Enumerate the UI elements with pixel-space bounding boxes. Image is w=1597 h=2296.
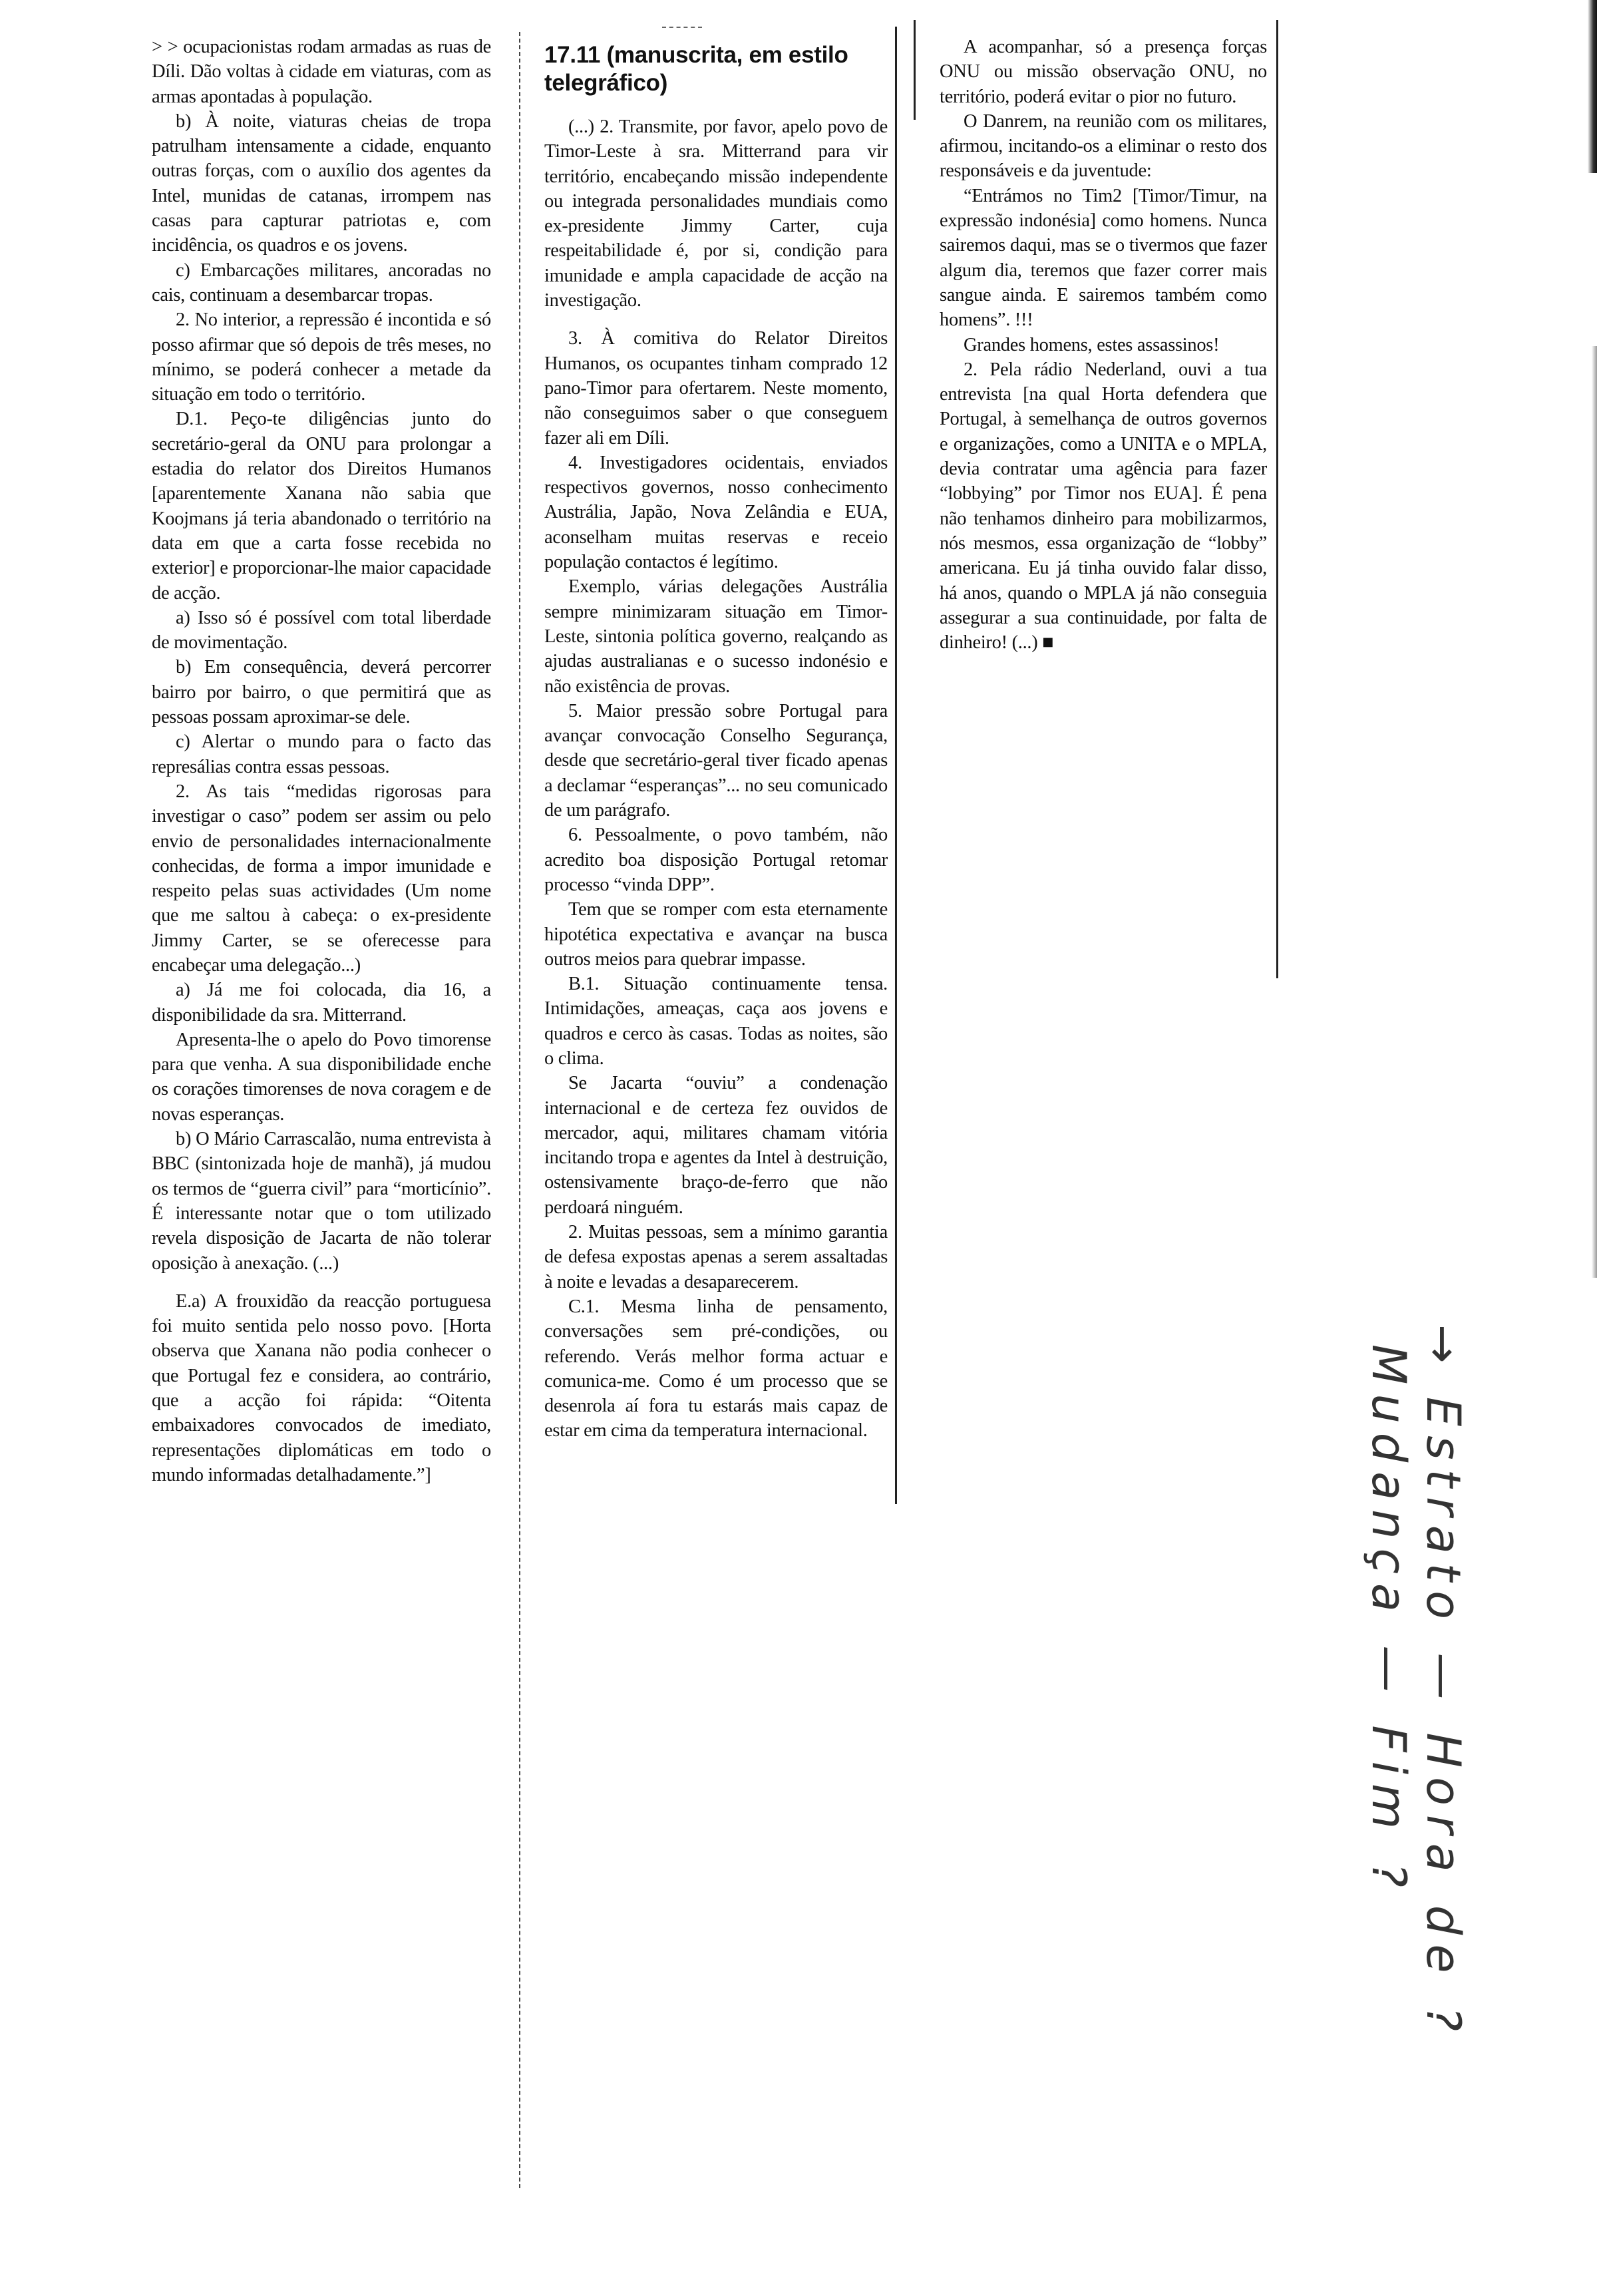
paragraph: O Danrem, na reunião com os militares, afirmou, incitando-os a eliminar o resto dos responsáveis e da juventude: [940,110,1267,182]
paragraph: c) Embarcações militares, ancoradas no cais, continuam a desembarcar tropas. [152,260,491,305]
paragraph: E.a) A frouxidão da reacção portuguesa foi muito sentida pelo nosso povo. [Horta observa que Xanana não podia conhecer o que Portugal fez e considera, ao contrário, que a acção foi rápida: “Oitenta embaixadores convocados de imediato, representações diplomáticas em todo o mundo informadas detalhadamente.”] [152,1290,491,1485]
article-column-2 [544,35,888,1443]
paragraph: “Entrámos no Tim2 [Timor/Timur, na expressão indonésia] como homens. Nunca sairemos daqui, mas se o tivermos que fazer algum dia, teremos que fazer correr mais sangue ainda. E sairemos também como homens”. !!! [940,185,1267,331]
paragraph: b) Em consequência, deverá percorrer bairro por bairro, o que permitirá que as pessoas possam aproximar-se dele. [152,657,491,728]
handwritten-annotation [1361,1324,1471,2040]
section-heading: 17.11 (manuscrita, em estilo telegráfico) [544,42,848,96]
scan-edge-shadow [1592,346,1597,1278]
paragraph: Apresenta-lhe o apelo do Povo timorense para que venha. A sua disponibilidade enche os corações timorenses de nova coragem e de novas esperanças. [152,1029,491,1125]
paragraph: 2. Pela rádio Nederland, ouvi a tua entrevista [na qual Horta defendera que Portugal, à semelhança de outros governos e organizações, como a UNITA e o MPLA, devia contratar uma agência para fazer “lobbying” por Timor nos EUA]. É pena não tenhamos dinheiro para mobilizarmos, nós mesmos, essa organização de “lobby” americana. Eu já tinha ouvido falar disso, há anos, quando o MPLA já não conseguia assegurar a sua continuidade, por falta de dinheiro! (...) ■ [940,359,1267,654]
paragraph: 6. Pessoalmente, o povo também, não acredito boa disposição Portugal retomar processo “vinda DPP”. [544,825,888,895]
column-divider [914,20,916,120]
paragraph: 3. À comitiva do Relator Direitos Humanos, os ocupantes tinham comprado 12 pano-Timor para ofertarem. Neste momento, não conseguimos saber o que conseguem fazer ali em Díli. [544,328,888,449]
paragraph: b) O Mário Carrascalão, numa entrevista à BBC (sintonizada hoje de manhã), já mudou os termos de “guerra civil” para “morticínio”. É interessante notar que o tom utilizado revela disposição de Jacarta de não tolerar oposição à anexação. (...) [152,1129,491,1274]
paragraph: 5. Maior pressão sobre Portugal para avançar convocação Conselho Segurança, desde que secretário-geral tiver ficado apenas a declamar “esperanças”... no seu comunicado de um parágrafo. [544,700,888,821]
paragraph: (...) 2. Transmite, por favor, apelo povo de Timor-Leste à sra. Mitterrand para vir território, encabeçando missão independente ou integrada personalidades mundiais como ex-presidente Jimmy Carter, cuja respeitabilidade é, por si, condição para imunidade e ampla capacidade de acção na investigação. [544,116,888,311]
paragraph: Exemplo, várias delegações Austrália sempre minimizaram situação em Timor-Leste, sintonia política governo, realçando as ajudas australianas e o sucesso indonésio e não existência de provas. [544,576,888,697]
handwritten-line-2: Mudança — Fim ? [1361,1344,1416,1897]
column-divider [519,32,520,2188]
paragraph: Tem que se romper com esta eternamente hipotética expectativa e avançar na busca outros meios para quebrar impasse. [544,899,888,970]
handwritten-line-1: → Estrato — Hora de ? [1416,1324,1471,2040]
paragraph: A acompanhar, só a presença forças ONU ou missão observação ONU, no território, poderá evitar o pior no futuro. [940,37,1267,107]
paragraph: a) Isso só é possível com total liberdade de movimentação. [152,607,491,654]
paragraph: a) Já me foi colocada, dia 16, a disponibilidade da sra. Mitterrand. [152,980,491,1026]
paragraph: C.1. Mesma linha de pensamento, conversações sem pré-condições, ou referendo. Verás melhor forma actuar e comunica-me. Como é um processo que se desenrola aí fora tu estarás mais capaz de estar em cima da temperatura internacional. [544,1296,888,1441]
paragraph: 2. No interior, a repressão é incontida e só posso afirmar que só depois de três meses, no mínimo, se poderá conhecer a metade da situação em todo o território. [152,309,491,405]
paragraph: Grandes homens, estes assassinos! [964,334,1220,355]
article-column-3 [940,35,1267,655]
column-divider [895,27,897,1504]
column-divider [1276,20,1278,978]
paragraph: 2. As tais “medidas rigorosas para investigar o caso” podem ser assim ou pelo envio de personalidades internacionalmente conhecidas, de forma a impor imunidade e respeito pelas suas actividades (Um nome que me saltou à cabeça: o ex-presidente Jimmy Carter, se se oferecesse para encabeçar uma delegação...) [152,781,491,976]
paragraph: > > ocupacionistas rodam armadas as ruas de Díli. Dão voltas à cidade em viaturas, com as armas apontadas à população. [152,37,491,107]
heading-ornament [662,27,702,28]
paragraph: D.1. Peço-te diligências junto do secretário-geral da ONU para prolongar a estadia do relator dos Direitos Humanos [aparentemente Xanana não sabia que Koojmans já teria abandonado o território na data em que a carta fosse recebida no exterior] e proporcionar-lhe maior capacidade de acção. [152,409,491,604]
article-column-1 [152,35,491,1487]
paragraph: 2. Muitas pessoas, sem a mínimo garantia de defesa expostas apenas a serem assaltadas à noite e levadas a desaparecerem. [544,1222,888,1292]
scan-edge-shadow [1588,0,1597,173]
paragraph: Se Jacarta “ouviu” a condenação internacional e de certeza fez ouvidos de mercador, aqui, militares chamam vitória incitando tropa e agentes da Intel à destruição, ostensivamente braço-de-ferro que não perdoará ninguém. [544,1073,888,1218]
paragraph: c) Alertar o mundo para o facto das represálias contra essas pessoas. [152,731,491,777]
paragraph: b) À noite, viaturas cheias de tropa patrulham intensamente a cidade, enquanto outras forças, com o auxílio dos agentes da Intel, munidas de catanas, irrompem nas casas para capturar patriotas e, com incidência, os quadros e os jovens. [152,110,491,256]
paragraph: 4. Investigadores ocidentais, enviados respectivos governos, nosso conhecimento Austrália, Japão, Nova Zelândia e EUA, aconselham muitas reservas e receio população contactos é legítimo. [544,452,888,573]
paragraph: B.1. Situação continuamente tensa. Intimidações, ameaças, caça aos jovens e quadros e cerco às casas. Todas as noites, são o clima. [544,974,888,1069]
